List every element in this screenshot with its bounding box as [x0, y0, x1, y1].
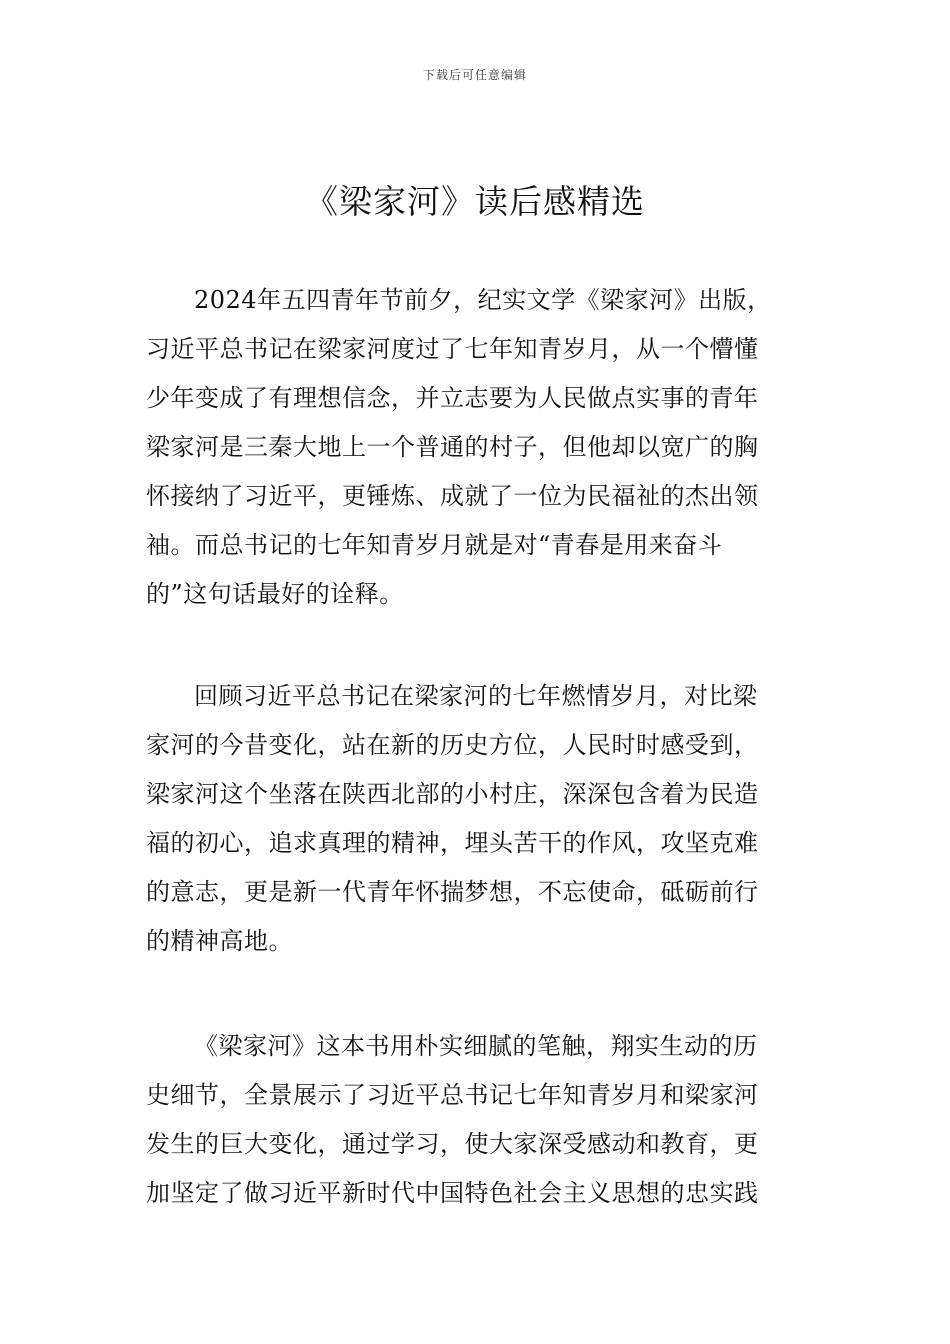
text-line: 袖。而总书记的七年知青岁月就是对“青春是用来奋斗 — [146, 531, 723, 559]
document-body-2 — [146, 672, 806, 1015]
text-line: 习近平总书记在梁家河度过了七年知青岁月，从一个懵懂 — [146, 335, 759, 363]
text-line: 家河的今昔变化，站在新的历史方位，人民时时感受到， — [146, 731, 759, 759]
document-body-3 — [146, 1022, 806, 1267]
text-line: 的精神高地。 — [146, 927, 293, 955]
paragraph-3 — [146, 1022, 806, 1218]
text-line: 回顾习近平总书记在梁家河的七年燃情岁月，对比梁 — [194, 682, 758, 710]
paragraph-2 — [146, 672, 806, 966]
header-note: 下载后可任意编辑 — [422, 68, 527, 82]
text-line: 怀接纳了习近平，更锤炼、成就了一位为民福祉的杰出领 — [146, 482, 759, 510]
text-line: 少年变成了有理想信念，并立志要为人民做点实事的青年 — [146, 384, 759, 412]
text-line: 2024年五四青年节前夕，纪实文学《梁家河》出版， — [194, 286, 772, 314]
document-title: 《梁家河》读后感精选 — [305, 182, 645, 221]
document-body — [146, 276, 806, 668]
text-line: 发生的巨大变化，通过学习，使大家深受感动和教育，更 — [146, 1130, 759, 1158]
paragraph-1 — [146, 276, 806, 619]
text-line: 梁家河是三秦大地上一个普通的村子，但他却以宽广的胸 — [146, 433, 759, 461]
text-line: 的”这句话最好的诠释。 — [146, 580, 404, 608]
text-line: 的意志，更是新一代青年怀揣梦想，不忘使命，砥砺前行 — [146, 878, 759, 906]
text-line: 《梁家河》这本书用朴实细腻的笔触，翔实生动的历 — [194, 1032, 758, 1060]
text-line: 史细节，全景展示了习近平总书记七年知青岁月和梁家河 — [146, 1081, 759, 1109]
text-line: 福的初心，追求真理的精神，埋头苦干的作风，攻坚克难 — [146, 829, 759, 857]
text-line: 梁家河这个坐落在陕西北部的小村庄，深深包含着为民造 — [146, 780, 759, 808]
text-line: 加坚定了做习近平新时代中国特色社会主义思想的忠实践 — [146, 1179, 759, 1207]
